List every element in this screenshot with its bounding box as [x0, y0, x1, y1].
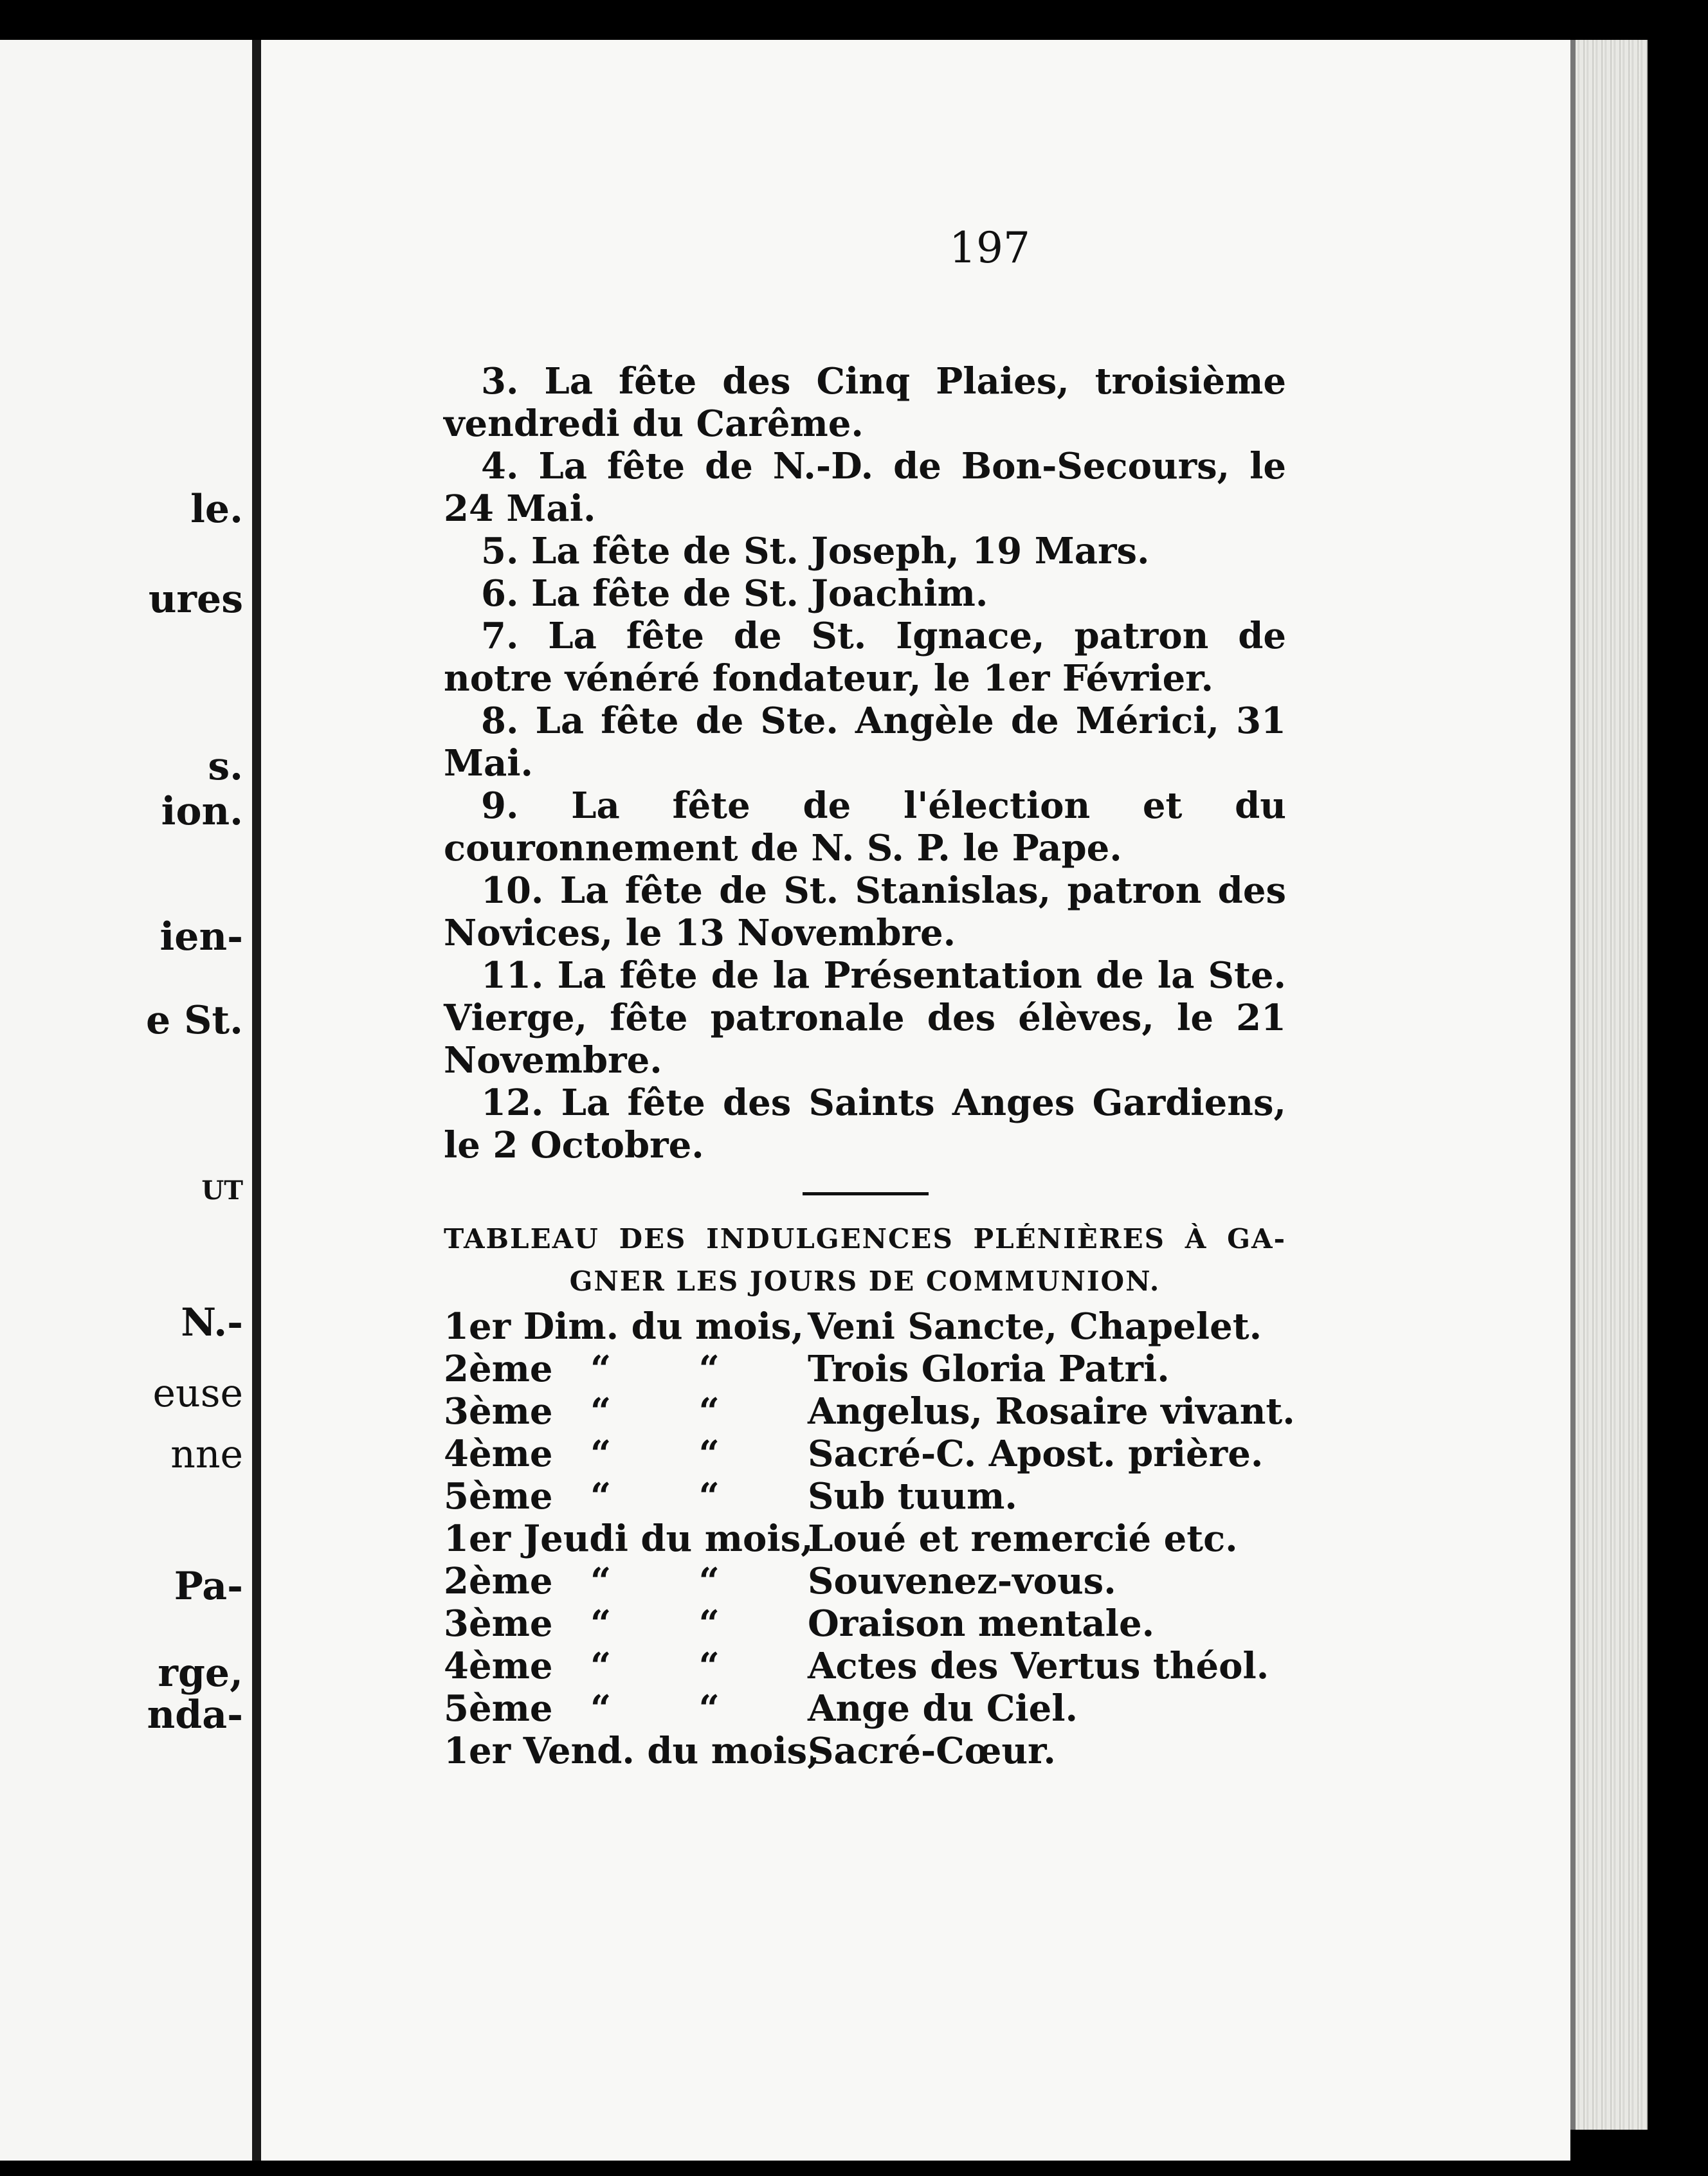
left-fragment-text: UT: [201, 1175, 243, 1206]
table-row: [444, 1390, 1293, 1433]
table-heading-line: GNER LES JOURS DE COMMUNION.: [569, 1265, 1161, 1297]
prayer-cell: Sacré-C. Apost. prière.: [808, 1433, 1264, 1475]
left-fragment-text: Pa-: [174, 1564, 243, 1609]
left-fragment-text: N.-: [181, 1300, 243, 1345]
prayer-cell: Veni Sancte, Chapelet.: [808, 1305, 1262, 1348]
feast-item: 12. La fête des Saints Anges Gardiens, le 2 Octobre.: [444, 1082, 1286, 1166]
left-fragment-text: ien-: [159, 914, 243, 959]
page-gutter: [252, 40, 261, 2161]
section-divider: [803, 1192, 929, 1195]
feast-item: 6. La fête de St. Joachim.: [481, 572, 988, 615]
day-cell: 4ème “ “: [444, 1645, 720, 1687]
prayer-cell: Sacré-Cœur.: [808, 1730, 1056, 1772]
day-cell: 4ème “ “: [444, 1433, 720, 1475]
table-row: [444, 1602, 1293, 1645]
prayer-cell: Actes des Vertus théol.: [808, 1645, 1269, 1687]
table-row: [444, 1433, 1293, 1475]
feast-item: 10. La fête de St. Stanislas, patron des Novices, le 13 Novembre.: [444, 869, 1286, 954]
table-row: [444, 1348, 1293, 1390]
left-fragment-text: le.: [190, 487, 243, 532]
page-number: 197: [949, 223, 1030, 273]
table-row: [444, 1475, 1293, 1518]
day-cell: 1er Vend. du mois,: [444, 1730, 820, 1772]
table-row: [444, 1518, 1293, 1560]
left-fragment-text: rge,: [158, 1651, 243, 1696]
day-cell: 5ème “ “: [444, 1475, 720, 1518]
left-fragment-text: ion.: [161, 789, 243, 834]
prayer-cell: Souvenez-vous.: [808, 1560, 1116, 1602]
day-cell: 5ème “ “: [444, 1687, 720, 1730]
day-cell: 1er Dim. du mois,: [444, 1305, 804, 1348]
feast-item: 3. La fête des Cinq Plaies, troisième vendredi du Carême.: [444, 360, 1286, 445]
day-cell: 2ème “ “: [444, 1348, 720, 1390]
day-cell: 1er Jeudi du mois,: [444, 1518, 813, 1560]
table-row: [444, 1645, 1293, 1687]
prayer-cell: Loué et remercié etc.: [808, 1518, 1238, 1560]
day-cell: 3ème “ “: [444, 1602, 720, 1645]
table-row: [444, 1560, 1293, 1602]
day-cell: 3ème “ “: [444, 1390, 720, 1433]
feast-item: 4. La fête de N.-D. de Bon-Secours, le 24 Mai.: [444, 445, 1286, 530]
prayer-cell: Ange du Ciel.: [808, 1687, 1078, 1730]
table-heading: [444, 1218, 1286, 1303]
left-page-fragment: [0, 40, 252, 2161]
table-heading-line: TABLEAU DES INDULGENCES PLÉNIÈRES À GA-: [444, 1223, 1286, 1255]
prayer-cell: Angelus, Rosaire vivant.: [808, 1390, 1295, 1433]
day-cell: 2ème “ “: [444, 1560, 720, 1602]
left-fragment-text: ures: [148, 577, 243, 622]
table-row: [444, 1730, 1293, 1772]
table-row: [444, 1305, 1293, 1348]
feast-item: 7. La fête de St. Ignace, patron de notre vénéré fondateur, le 1er Février.: [444, 615, 1286, 700]
feast-item: 5. La fête de St. Joseph, 19 Mars.: [481, 530, 1150, 572]
left-fragment-text: euse: [152, 1371, 243, 1416]
left-fragment-text: s.: [208, 744, 243, 789]
feast-item: 8. La fête de Ste. Angèle de Mérici, 31 Mai.: [444, 700, 1286, 784]
left-fragment-text: nne: [170, 1432, 243, 1477]
book-page: [261, 40, 1570, 2161]
feast-item: 11. La fête de la Présentation de la Ste. Vierge, fête patronale des élèves, le 21 Novembre.: [444, 954, 1286, 1082]
feast-list: [444, 360, 1286, 1166]
prayer-cell: Oraison mentale.: [808, 1602, 1155, 1645]
left-fragment-text: nda-: [147, 1692, 243, 1737]
prayer-cell: Sub tuum.: [808, 1475, 1017, 1518]
book-page-edges: [1570, 40, 1648, 2130]
left-fragment-text: e St.: [146, 998, 243, 1043]
feast-item: 9. La fête de l'élection et du couronnement de N. S. P. le Pape.: [444, 784, 1286, 869]
indulgence-table: [444, 1305, 1293, 1772]
prayer-cell: Trois Gloria Patri.: [808, 1348, 1170, 1390]
book-edge-shadow: [1570, 40, 1576, 2130]
table-row: [444, 1687, 1293, 1730]
